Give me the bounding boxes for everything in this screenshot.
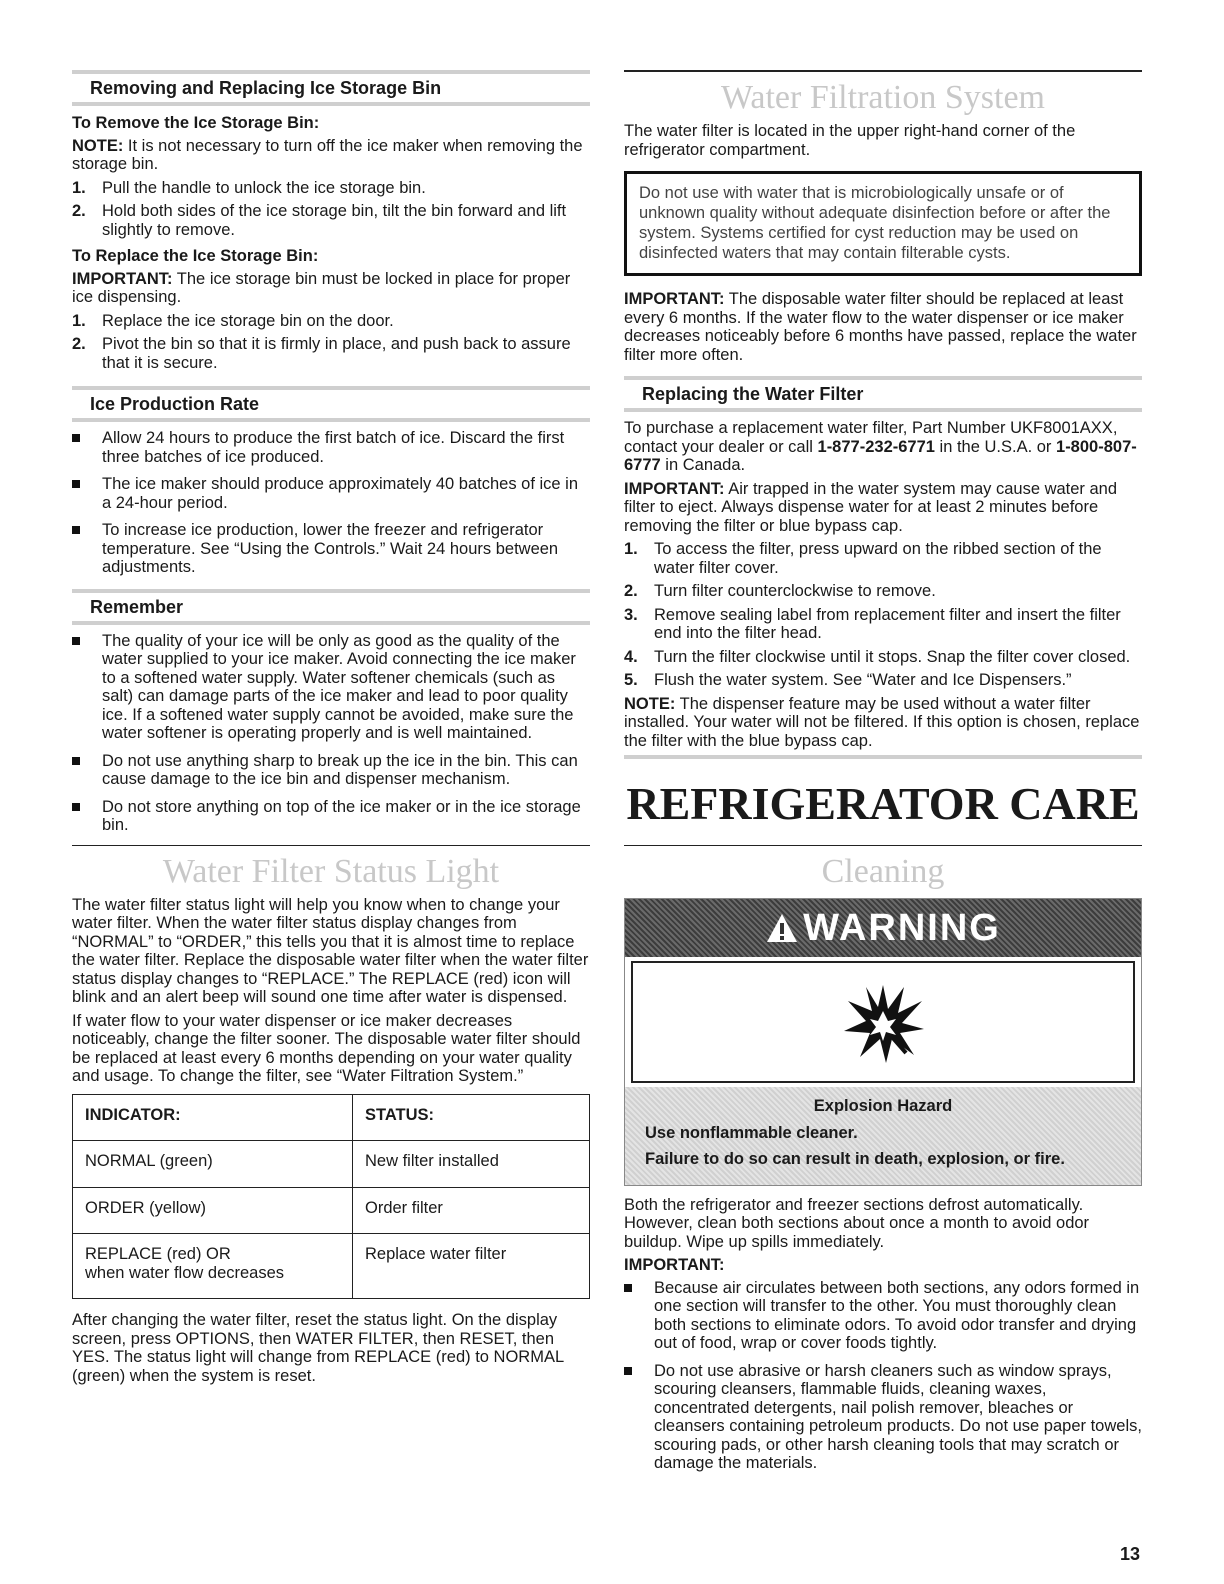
warning-line-1: Use nonflammable cleaner. [645, 1123, 858, 1142]
left-column [72, 70, 590, 1390]
list-item: Do not use abrasive or harsh cleaners such as window sprays, scouring cleansers, flammable fluids, cleaning waxes, concentrated detergents, nail polish remover, bleaches or cleansers containing petroleum products. Do not use paper towels, scouring pads, or other harsh cleaning tools that may scratch or damage the materials. [624, 1362, 1142, 1473]
care-title: REFRIGERATOR CARE [626, 778, 1140, 829]
replacing-important: IMPORTANT: Air trapped in the water system may cause water and filter to eject. Always dispense water for at least 2 minutes before removing the filter or blue bypass cap. [624, 479, 1118, 535]
care-important-label: IMPORTANT: [624, 1256, 725, 1274]
replace-bin-steps [72, 312, 590, 373]
table-cell: REPLACE (red) OR when water flow decreases [73, 1234, 353, 1299]
list-item: 1. Replace the ice storage bin on the door. [72, 311, 394, 330]
cyst-warning-box: Do not use with water that is microbiologically unsafe or of unknown quality without adequate disinfection before or after the system. Systems certified for cyst reduction may be used on disinfected waters that may contain filterable cysts. [624, 171, 1142, 276]
list-item: 1. To access the filter, press upward on the ribbed section of the water filter cover. [624, 540, 1102, 577]
purchase-text: To purchase a replacement water filter, Part Number UKF8001AXX, contact your dealer or call 1-877-232-6771 in the U.S.A. or 1-800-807-6777 in Canada. [624, 419, 1137, 474]
filtration-heading: Water Filtration System [721, 79, 1045, 116]
table-cell: New filter installed [353, 1141, 590, 1188]
remember-list [72, 632, 590, 835]
replacing-heading: Replacing the Water Filter [624, 376, 1142, 412]
table-row [73, 1187, 590, 1234]
list-item: 3. Remove sealing label from replacement filter and insert the filter end into the filter head. [624, 605, 1121, 642]
remember-section [72, 589, 590, 835]
page-number: 13 [1120, 1544, 1141, 1564]
replacing-section [624, 376, 1142, 759]
list-item: 2. Hold both sides of the ice storage bin, tilt the bin forward and lift slightly to remove. [72, 202, 567, 239]
hazard-title: Explosion Hazard [813, 1097, 953, 1115]
replacing-steps [624, 540, 1142, 690]
table-cell: Order filter [353, 1187, 590, 1234]
warning-word: WARNING [803, 906, 1001, 949]
list-item: Because air circulates between both sections, any odors formed in one section will transfer to the other. You must thoroughly clean both sections to eliminate odors. To avoid odor transfer and drying out of food, wrap or cover foods tightly. [624, 1279, 1142, 1353]
table-cell: NORMAL (green) [73, 1141, 353, 1188]
divider [624, 755, 1142, 759]
ice-rate-list [72, 429, 590, 577]
remove-bin-steps [72, 179, 590, 240]
explosion-icon [838, 977, 928, 1067]
ice-rate-heading: Ice Production Rate [72, 386, 590, 422]
list-item: To increase ice production, lower the freezer and refrigerator temperature. See “Using the Controls.” Wait 24 hours between adjustments. [72, 521, 590, 577]
right-column [624, 70, 1142, 1483]
cleaning-heading: Cleaning [821, 853, 945, 890]
status-table [72, 1094, 590, 1300]
list-item: 1. Pull the handle to unlock the ice storage bin. [72, 178, 426, 197]
list-item: The quality of your ice will be only as good as the quality of the water supplied to your ice maker. Avoid connecting the ice maker to a softened water supply. Water softener chemicals (such as salt) can damage parts of the ice maker and lead to poor quality ice. If a softened water supply cannot be avoided, make sure the water softener is operating properly and is well maintained. [72, 632, 590, 743]
list-item: Allow 24 hours to produce the first batch of ice. Discard the first three batches of ice produced. [72, 429, 590, 466]
list-item: The ice maker should produce approximately 40 batches of ice in a 24-hour period. [72, 475, 590, 512]
remember-heading: Remember [72, 589, 590, 625]
list-item: 5. Flush the water system. See “Water and Ice Dispensers.” [624, 671, 1072, 689]
replace-bin-subheading: To Replace the Ice Storage Bin: [72, 247, 319, 265]
explosion-icon-area [631, 961, 1135, 1083]
storage-bin-heading: Removing and Replacing Ice Storage Bin [72, 70, 590, 106]
ice-rate-section [72, 386, 590, 577]
table-header-row [73, 1094, 590, 1141]
table-header: INDICATOR: [73, 1094, 353, 1141]
divider [624, 70, 1142, 72]
divider [72, 845, 590, 846]
warning-text [625, 1087, 1141, 1185]
filtration-important: IMPORTANT: The disposable water filter should be replaced at least every 6 months. If the water flow to the water dispenser or ice maker decreases noticeably before 6 months have passed, replace the water filter more often. [624, 290, 1137, 364]
list-item: 4. Turn the filter clockwise until it stops. Snap the filter cover closed. [624, 647, 1131, 666]
care-paragraph: Both the refrigerator and freezer sections defrost automatically. However, clean both sections about once a month to avoid odor buildup. Wipe up spills immediately. [624, 1195, 1090, 1251]
table-row [73, 1234, 590, 1299]
status-light-heading: Water Filter Status Light [162, 852, 500, 890]
warning-box [624, 898, 1142, 1186]
warning-banner [625, 899, 1141, 957]
divider [624, 845, 1142, 846]
filtration-section [624, 78, 1142, 364]
list-item: 2. Pivot the bin so that it is firmly in place, and push back to assure that it is secure. [72, 335, 571, 372]
remove-bin-subheading: To Remove the Ice Storage Bin: [72, 114, 320, 132]
table-cell: ORDER (yellow) [73, 1187, 353, 1234]
storage-bin-section [72, 70, 590, 372]
care-list [624, 1279, 1142, 1473]
status-light-para3: After changing the water filter, reset the status light. On the display screen, press OPTIONS, then WATER FILTER, then RESET, then YES. The status light will change from REPLACE (red) to NORMAL (green) when the system is reset. [72, 1311, 564, 1385]
list-item: Do not store anything on top of the ice maker or in the ice storage bin. [72, 798, 590, 835]
list-item: 2. Turn filter counterclockwise to remove. [624, 582, 936, 600]
table-cell: Replace water filter [353, 1234, 590, 1299]
status-light-para1: The water filter status light will help you know when to change your water filter. When the water filter status display changes from “NORMAL” to “ORDER,” this tells you that it is almost time to replace the water filter. Replace the disposable water filter when the water filter status display changes to “REPLACE.” The REPLACE (red) icon will blink and an alert beep will sound one time after water is dispensed. [72, 895, 589, 1006]
list-item: Do not use anything sharp to break up the ice in the bin. This can cause damage to the ice bin and dispenser mechanism. [72, 752, 590, 789]
status-light-para2: If water flow to your water dispenser or ice maker decreases noticeably, change the filter sooner. The disposable water filter should be replaced at least every 6 months depending on your water quality and usage. To change the filter, see “Water Filtration System.” [72, 1011, 581, 1085]
replacing-note: NOTE: The dispenser feature may be used without a water filter installed. Your water will not be filtered. If this option is chosen, replace the filter with the blue bypass cap. [624, 694, 1140, 750]
warning-triangle-icon [765, 912, 799, 944]
table-header: STATUS: [353, 1094, 590, 1141]
remove-bin-note: NOTE: It is not necessary to turn off the ice maker when removing the storage bin. [72, 136, 583, 173]
status-light-section [72, 852, 590, 1386]
table-row [73, 1141, 590, 1188]
care-section [624, 777, 1142, 1473]
replace-bin-important: IMPORTANT: The ice storage bin must be locked in place for proper ice dispensing. [72, 269, 571, 306]
filtration-intro: The water filter is located in the upper right-hand corner of the refrigerator compartment. [624, 122, 1076, 159]
warning-line-2: Failure to do so can result in death, explosion, or fire. [645, 1150, 1065, 1168]
